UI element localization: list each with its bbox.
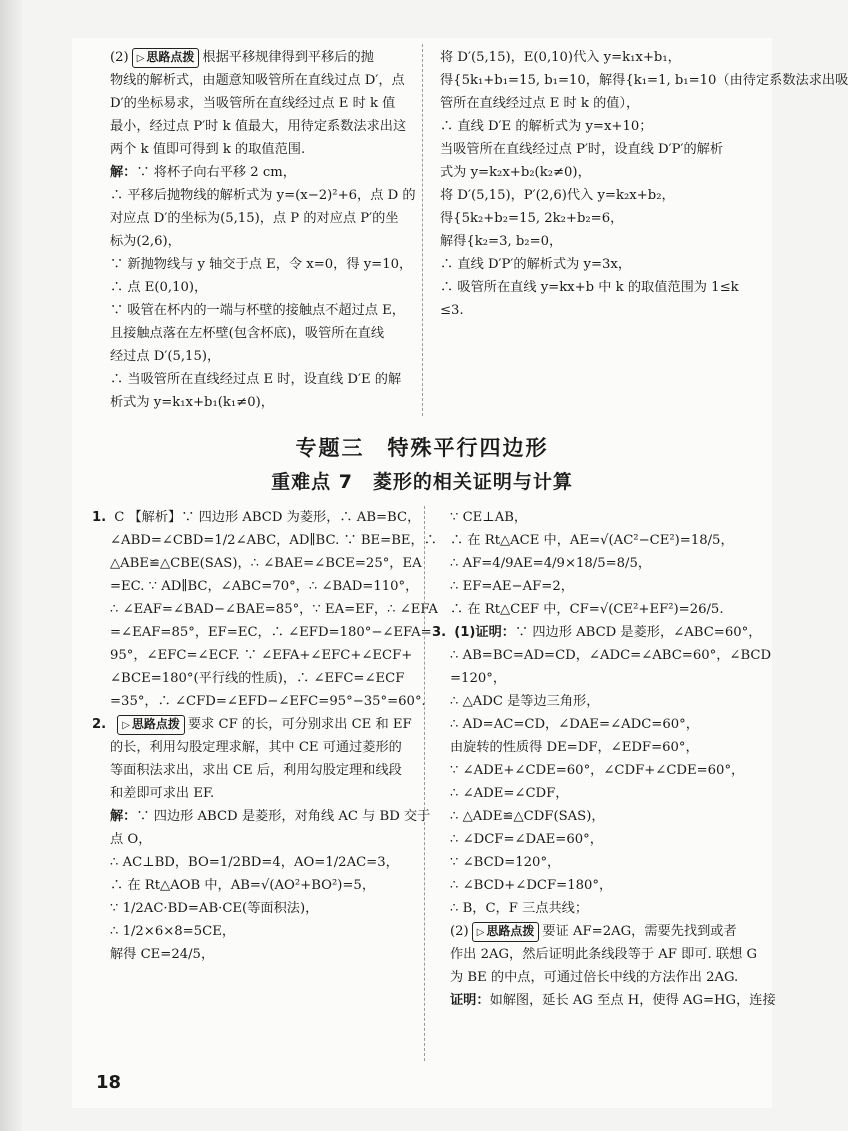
- text-line: [432, 851, 765, 874]
- text-line: [440, 69, 848, 92]
- line-text: ∵ 四边形 ABCD 是菱形，∠ABC=60°，: [514, 625, 762, 640]
- text-line: [110, 46, 415, 69]
- section-heading: 专题三 特殊平行四边形: [295, 436, 549, 460]
- bold-label: 解：: [110, 809, 137, 824]
- line-text: ∴ ∠DCF=∠DAE=60°，: [450, 832, 603, 847]
- hint-tag-label: 思路点拨: [486, 924, 535, 938]
- text-line: [432, 943, 765, 966]
- line-text: 当吸管所在直线经过点 P′时，设直线 D′P′的解析: [440, 142, 724, 157]
- line-text: 根据平移规律得到平移后的抛: [202, 50, 374, 65]
- line-text: 的长，利用勾股定理求解，其中 CE 可通过菱形的: [110, 740, 402, 755]
- text-line: [110, 345, 415, 368]
- text-line: [432, 736, 765, 759]
- text-line: [92, 782, 417, 805]
- line-text: ∴ 在 Rt△CEF 中，CF=√(CE²+EF²)=26/5.: [450, 602, 724, 617]
- line-text: 管所在直线经过点 E 时 k 的值），: [440, 96, 640, 111]
- text-line: [440, 230, 765, 253]
- text-line: [432, 989, 776, 1012]
- line-text: ∵ 吸管在杯内的一端与杯壁的接触点不超过点 E，: [110, 303, 405, 318]
- right-column-top: [440, 46, 848, 322]
- text-line: [432, 552, 765, 575]
- line-text: 等面积法求出，求出 CE 后，利用勾股定理和线段: [110, 763, 402, 778]
- line-text: 析式为 y=k₁x+b₁(k₁≠0)，: [110, 395, 274, 410]
- text-line: [440, 115, 765, 138]
- line-text: ∴ 当吸管所在直线经过点 E 时，设直线 D′E 的解: [110, 372, 402, 387]
- line-text: 物线的解析式，由题意知吸管所在直线过点 D′，点: [110, 73, 405, 88]
- hint-tag-label: 思路点拨: [131, 717, 180, 731]
- line-text: 由旋转的性质得 DE=DF，∠EDF=60°，: [450, 740, 699, 755]
- line-text: D′的坐标易求，当吸管所在直线经过点 E 时 k 值: [110, 96, 396, 111]
- play-icon: ▷: [136, 53, 145, 64]
- section-subheading: 重难点 7 菱形的相关证明与计算: [271, 471, 573, 493]
- line-text: ∴ △ADE≌△CDF(SAS)，: [450, 809, 605, 824]
- text-line: [432, 874, 765, 897]
- line-text: ≤3.: [440, 303, 464, 318]
- line-text: 对应点 D′的坐标为(5,15)，点 P 的对应点 P′的坐: [110, 211, 399, 226]
- line-text: 要证 AF=2AG，需要先找到或者: [542, 924, 737, 939]
- right-column-bottom: [432, 506, 776, 1012]
- line-text: ∴ ∠BCD+∠DCF=180°，: [450, 878, 613, 893]
- bold-label: 解：: [110, 165, 137, 180]
- line-text: ∴ 吸管所在直线 y=kx+b 中 k 的取值范围为 1≤k: [440, 280, 739, 295]
- text-line: [432, 782, 765, 805]
- text-line: [432, 828, 765, 851]
- question-number: 2.: [92, 717, 107, 732]
- line-text: ∵ 1/2AC·BD=AB·CE(等面积法)，: [110, 901, 319, 916]
- line-text: ∴ 直线 D′E 的解析式为 y=x+10；: [440, 119, 653, 134]
- line-text: ∵ CE⊥AB，: [450, 510, 528, 525]
- text-line: [92, 805, 431, 828]
- text-line: [440, 299, 765, 322]
- text-line: [110, 322, 415, 345]
- bold-label: 证明：: [450, 993, 490, 1008]
- line-text: =EC. ∵ AD∥BC，∠ABC=70°，∴ ∠BAD=110°，: [110, 579, 419, 594]
- text-line: [440, 276, 765, 299]
- play-icon: ▷: [476, 927, 485, 938]
- text-line: [440, 46, 765, 69]
- line-text: ∵ 将杯子向右平移 2 cm，: [136, 165, 296, 180]
- line-text: ∴ 在 Rt△AOB 中，AB=√(AO²+BO²)=5，: [110, 878, 376, 893]
- line-text: ∴ 1/2×6×8=5CE，: [110, 924, 236, 939]
- line-text: ∴ AC⊥BD，BO=1/2BD=4，AO=1/2AC=3，: [110, 855, 399, 870]
- line-text: =35°，∴ ∠CFD=∠EFD−∠EFC=95°−35°=60°.: [110, 694, 426, 709]
- text-line: [110, 207, 415, 230]
- text-line: [440, 92, 765, 115]
- text-line: [92, 506, 421, 529]
- text-line: [432, 575, 765, 598]
- line-text: 95°，∠EFC=∠ECF. ∵ ∠EFA+∠EFC+∠ECF+: [110, 648, 413, 663]
- line-text: ∴ EF=AE−AF=2，: [450, 579, 574, 594]
- text-line: [92, 552, 422, 575]
- hint-tag: [472, 922, 540, 942]
- line-text: 解得{k₂=3, b₂=0，: [440, 234, 563, 249]
- line-text: 和差即可求出 EF.: [110, 786, 215, 801]
- text-line: [440, 207, 765, 230]
- line-text: ∴ 点 E(0,10)，: [110, 280, 208, 295]
- line-text: ∵ 四边形 ABCD 是菱形，对角线 AC 与 BD 交于: [136, 809, 431, 824]
- page-number: 18: [96, 1072, 122, 1093]
- line-text: 将 D′(5,15)，P′(2,6)代入 y=k₂x+b₂，: [440, 188, 675, 203]
- text-line: [110, 253, 415, 276]
- text-line: [92, 736, 417, 759]
- text-line: [110, 299, 415, 322]
- text-line: [92, 598, 438, 621]
- text-line: [110, 161, 415, 184]
- text-line: [110, 138, 415, 161]
- question-number: 3.: [432, 625, 447, 640]
- text-line: [110, 368, 415, 391]
- line-text: ∴ AB=BC=AD=CD，∠ADC=∠ABC=60°，∠BCD: [450, 648, 772, 663]
- line-text: 要求 CF 的长，可分别求出 CE 和 EF: [187, 717, 412, 732]
- line-text: 如解图，延长 AG 至点 H，使得 AG=HG，连接: [489, 993, 776, 1008]
- text-line: [432, 506, 765, 529]
- text-line: [432, 920, 765, 943]
- text-line: [440, 161, 765, 184]
- line-text: 最小，经过点 P′时 k 值最大，用待定系数法求出这: [110, 119, 407, 134]
- text-line: [92, 874, 417, 897]
- text-line: [92, 667, 417, 690]
- text-line: [92, 690, 426, 713]
- line-text: C 【解析】∵ 四边形 ABCD 为菱形，∴ AB=BC，: [114, 510, 421, 525]
- text-line: [110, 92, 415, 115]
- line-text: 标为(2,6)，: [110, 234, 181, 249]
- play-icon: ▷: [122, 720, 130, 731]
- text-line: [92, 851, 417, 874]
- column-divider-bottom: [424, 506, 425, 1061]
- text-line: [92, 575, 417, 598]
- line-text: 为 BE 的中点，可通过倍长中线的方法作出 2AG.: [450, 970, 739, 985]
- question-number: 1.: [92, 510, 107, 525]
- column-divider-top: [422, 44, 423, 416]
- text-line: [110, 230, 415, 253]
- line-text: ∴ AF=4/9AE=4/9×18/5=8/5，: [450, 556, 652, 571]
- subpart-label: (2): [110, 50, 129, 65]
- text-line: [110, 115, 415, 138]
- subpart-label: (2): [450, 924, 469, 939]
- text-line: [432, 759, 765, 782]
- line-text: =∠EAF=85°，EF=EC，∴ ∠EFD=180°−∠EFA=: [110, 625, 432, 640]
- bold-label: (1)证明：: [454, 625, 515, 640]
- text-line: [432, 667, 765, 690]
- text-line: [432, 598, 765, 621]
- line-text: ∵ ∠ADE+∠CDE=60°，∠CDF+∠CDE=60°，: [450, 763, 745, 778]
- text-line: [432, 644, 772, 667]
- text-line: [432, 690, 765, 713]
- line-text: 得{5k₁+b₁=15, b₁=10，解得{k₁=1, b₁=10（由待定系数法求出吸: [440, 73, 848, 88]
- text-line: [92, 897, 417, 920]
- text-line: [432, 621, 765, 644]
- line-text: ∴ 直线 D′P′的解析式为 y=3x，: [440, 257, 632, 272]
- text-line: [92, 621, 432, 644]
- text-line: [92, 644, 417, 667]
- line-text: 式为 y=k₂x+b₂(k₂≠0)，: [440, 165, 591, 180]
- line-text: 两个 k 值即可得到 k 的取值范围.: [110, 142, 306, 157]
- line-text: ∴ B，C，F 三点共线；: [450, 901, 589, 916]
- text-line: [432, 805, 765, 828]
- text-line: [440, 253, 765, 276]
- hint-tag-label: 思路点拨: [146, 50, 195, 64]
- line-text: ∴ 在 Rt△ACE 中，AE=√(AC²−CE²)=18/5，: [450, 533, 734, 548]
- text-line: [440, 138, 765, 161]
- line-text: △ABE≌△CBE(SAS)，∴ ∠BAE=∠BCE=25°，EA: [110, 556, 422, 571]
- text-line: [92, 828, 417, 851]
- line-text: ∵ 新抛物线与 y 轴交于点 E，令 x=0，得 y=10，: [110, 257, 413, 272]
- text-line: [92, 920, 417, 943]
- text-line: [92, 529, 437, 552]
- left-column-bottom: [92, 506, 438, 966]
- line-text: ∴ △ADC 是等边三角形，: [450, 694, 600, 709]
- line-text: 点 O，: [110, 832, 152, 847]
- text-line: [92, 713, 417, 736]
- text-line: [432, 966, 765, 989]
- line-text: ∴ 平移后抛物线的解析式为 y=(x−2)²+6，点 D 的: [110, 188, 416, 203]
- left-column-top: [110, 46, 415, 414]
- text-line: [92, 943, 417, 966]
- line-text: ∠ABD=∠CBD=1/2∠ABC，AD∥BC. ∵ BE=BE，∴: [110, 533, 437, 548]
- line-text: =120°，: [450, 671, 507, 686]
- line-text: ∵ ∠BCD=120°，: [450, 855, 561, 870]
- line-text: ∴ ∠ADE=∠CDF，: [450, 786, 569, 801]
- line-text: 将 D′(5,15)，E(0,10)代入 y=k₁x+b₁，: [440, 50, 681, 65]
- text-line: [110, 391, 415, 414]
- line-text: 作出 2AG，然后证明此条线段等于 AF 即可. 联想 G: [450, 947, 757, 962]
- line-text: ∠BCE=180°(平行线的性质)，∴ ∠EFC=∠ECF: [110, 671, 405, 686]
- line-text: ∴ AD=AC=CD，∠DAE=∠ADC=60°，: [450, 717, 699, 732]
- text-line: [432, 713, 765, 736]
- text-line: [440, 184, 765, 207]
- hint-tag: [117, 715, 185, 735]
- text-line: [110, 276, 415, 299]
- line-text: 解得 CE=24/5，: [110, 947, 215, 962]
- text-line: [432, 897, 765, 920]
- text-line: [432, 529, 765, 552]
- text-line: [92, 759, 417, 782]
- line-text: 得{5k₂+b₂=15, 2k₂+b₂=6，: [440, 211, 624, 226]
- line-text: 经过点 D′(5,15)，: [110, 349, 221, 364]
- hint-tag: [132, 48, 200, 68]
- line-text: ∴ ∠EAF=∠BAD−∠BAE=85°，∵ EA=EF，∴ ∠EFA: [110, 602, 438, 617]
- line-text: 且接触点落在左杯壁(包含杯底)，吸管所在直线: [110, 326, 385, 341]
- text-line: [110, 69, 415, 92]
- page-binding-shadow: [0, 0, 22, 1131]
- text-line: [110, 184, 415, 207]
